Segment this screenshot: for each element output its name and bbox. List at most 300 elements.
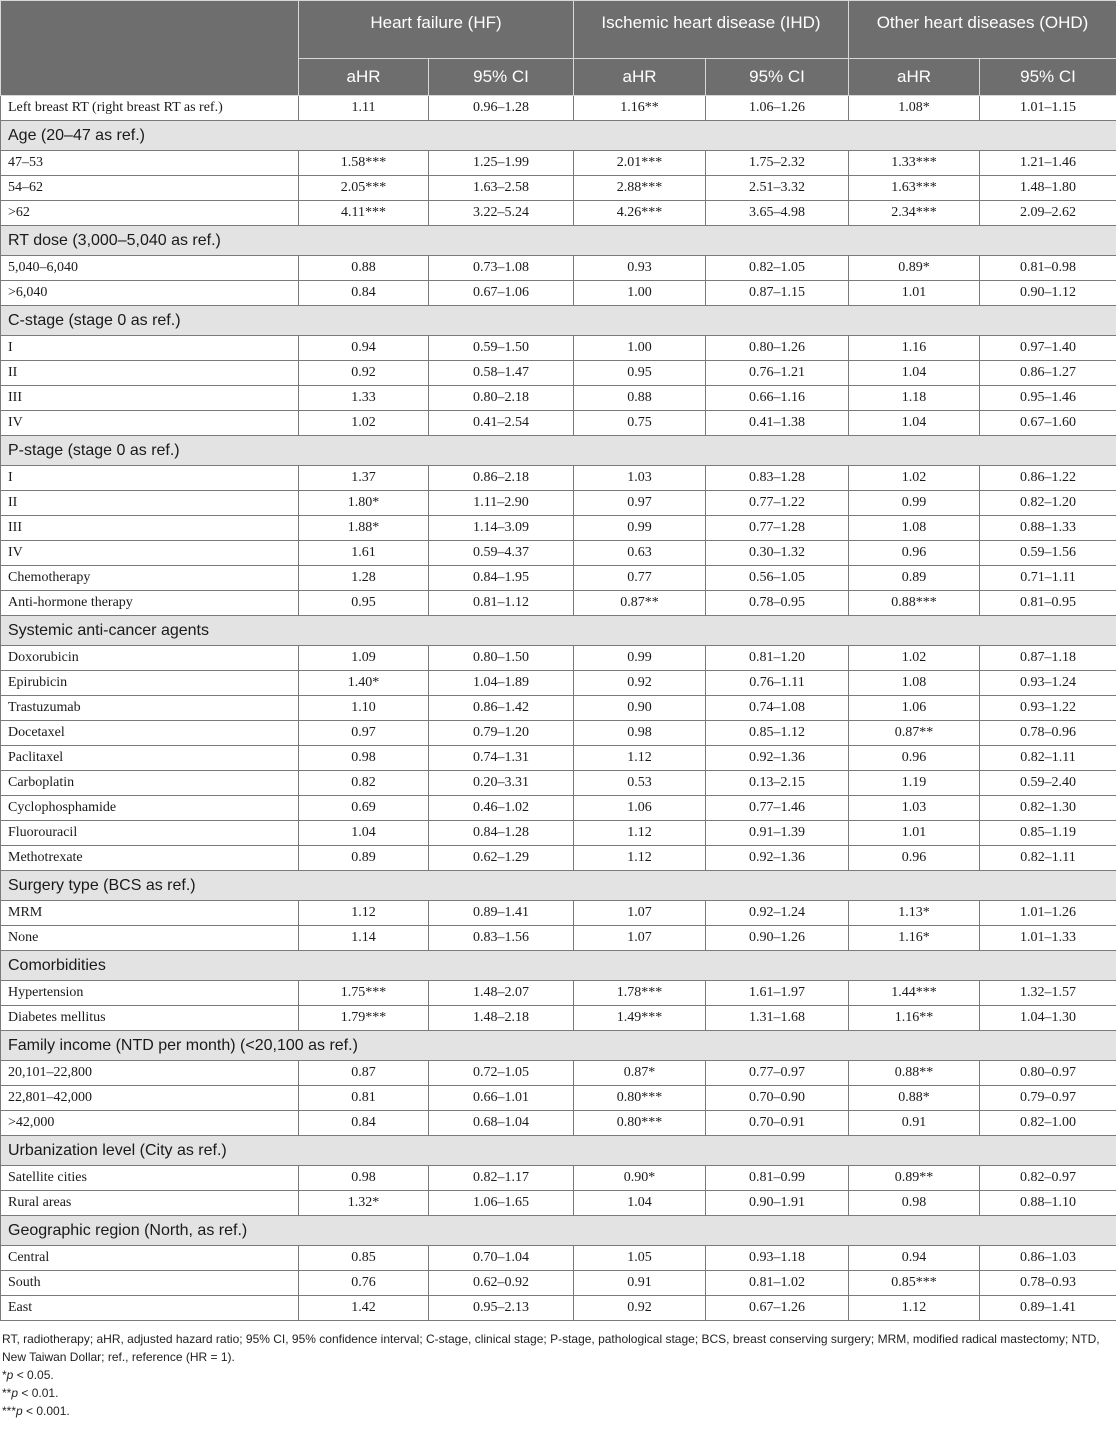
row-label: Doxorubicin <box>1 646 299 671</box>
table-row <box>1 281 1116 306</box>
footnote-significance-2 <box>2 1384 1114 1402</box>
footnote-threshold: < 0.05. <box>13 1368 54 1382</box>
cell-ohd-ci: 0.88–1.10 <box>980 1191 1116 1216</box>
table-row <box>1 746 1116 771</box>
table-row <box>1 1061 1116 1086</box>
section-title: C-stage (stage 0 as ref.) <box>1 306 1116 336</box>
cell-ihd-ci: 0.66–1.16 <box>706 386 849 411</box>
cell-hf-ci: 0.89–1.41 <box>429 901 574 926</box>
cell-hf-ahr: 1.58*** <box>299 151 429 176</box>
cell-ihd-ci: 0.70–0.90 <box>706 1086 849 1111</box>
cell-ihd-ahr: 1.00 <box>574 336 706 361</box>
table-row <box>1 981 1116 1006</box>
cell-hf-ahr: 0.81 <box>299 1086 429 1111</box>
cell-ohd-ci: 1.01–1.15 <box>980 96 1116 121</box>
cell-ihd-ci: 0.82–1.05 <box>706 256 849 281</box>
cell-ihd-ci: 0.91–1.39 <box>706 821 849 846</box>
cell-ihd-ahr: 2.01*** <box>574 151 706 176</box>
row-label: >6,040 <box>1 281 299 306</box>
cell-ohd-ci: 1.01–1.33 <box>980 926 1116 951</box>
cell-ohd-ci: 0.82–1.11 <box>980 746 1116 771</box>
cell-ohd-ci: 0.71–1.11 <box>980 566 1116 591</box>
cell-ihd-ahr: 0.87** <box>574 591 706 616</box>
cell-ihd-ahr: 1.78*** <box>574 981 706 1006</box>
cell-ihd-ci: 0.90–1.26 <box>706 926 849 951</box>
header-ihd-ci: 95% CI <box>706 59 849 96</box>
cell-ohd-ahr: 1.04 <box>849 361 980 386</box>
row-label: South <box>1 1271 299 1296</box>
cell-hf-ci: 0.96–1.28 <box>429 96 574 121</box>
cell-ihd-ci: 2.51–3.32 <box>706 176 849 201</box>
cell-ihd-ahr: 4.26*** <box>574 201 706 226</box>
row-label: Methotrexate <box>1 846 299 871</box>
cell-ohd-ahr: 1.13* <box>849 901 980 926</box>
cell-ihd-ci: 0.81–1.02 <box>706 1271 849 1296</box>
cell-hf-ci: 0.59–4.37 <box>429 541 574 566</box>
cell-ihd-ahr: 0.91 <box>574 1271 706 1296</box>
row-label: I <box>1 466 299 491</box>
row-label: 5,040–6,040 <box>1 256 299 281</box>
cell-ohd-ahr: 1.08* <box>849 96 980 121</box>
cell-ohd-ahr: 1.02 <box>849 646 980 671</box>
cell-ihd-ahr: 1.06 <box>574 796 706 821</box>
cell-ohd-ci: 0.78–0.96 <box>980 721 1116 746</box>
footnote-stars: * <box>2 1368 7 1382</box>
cell-hf-ahr: 0.84 <box>299 1111 429 1136</box>
cell-hf-ahr: 1.04 <box>299 821 429 846</box>
cell-ohd-ci: 0.82–1.11 <box>980 846 1116 871</box>
cell-ohd-ahr: 1.08 <box>849 516 980 541</box>
cell-ihd-ahr: 0.75 <box>574 411 706 436</box>
cell-ohd-ahr: 1.19 <box>849 771 980 796</box>
header-group-ohd: Other heart diseases (OHD) <box>849 1 1116 59</box>
cell-hf-ci: 0.95–2.13 <box>429 1296 574 1321</box>
cell-hf-ci: 0.74–1.31 <box>429 746 574 771</box>
cell-hf-ahr: 1.12 <box>299 901 429 926</box>
cell-ohd-ci: 2.09–2.62 <box>980 201 1116 226</box>
cell-ohd-ahr: 0.96 <box>849 541 980 566</box>
cell-hf-ahr: 1.88* <box>299 516 429 541</box>
cell-ohd-ahr: 2.34*** <box>849 201 980 226</box>
section-title: Systemic anti-cancer agents <box>1 616 1116 646</box>
cell-hf-ahr: 1.09 <box>299 646 429 671</box>
cell-ihd-ci: 0.81–0.99 <box>706 1166 849 1191</box>
cell-hf-ahr: 0.94 <box>299 336 429 361</box>
cell-ihd-ci: 0.77–1.28 <box>706 516 849 541</box>
row-label: IV <box>1 411 299 436</box>
cell-hf-ci: 0.66–1.01 <box>429 1086 574 1111</box>
section-title: P-stage (stage 0 as ref.) <box>1 436 1116 466</box>
table-row <box>1 1246 1116 1271</box>
cell-ihd-ci: 0.92–1.36 <box>706 746 849 771</box>
cell-ihd-ahr: 1.04 <box>574 1191 706 1216</box>
cell-hf-ahr: 1.10 <box>299 696 429 721</box>
footnote-abbreviations: RT, radiotherapy; aHR, adjusted hazard ratio; 95% CI, 95% confidence interval; C-stage, clinical stage; P-stage, pathological stage; BCS, breast conserving surgery; MRM, modified radical mastectomy; NTD, New Taiwan Dollar; ref., reference (HR = 1). <box>2 1332 1100 1364</box>
header-hf-ahr: aHR <box>299 59 429 96</box>
header-hf-ci: 95% CI <box>429 59 574 96</box>
cell-ihd-ahr: 0.92 <box>574 1296 706 1321</box>
table-row <box>1 821 1116 846</box>
cell-ohd-ahr: 1.16 <box>849 336 980 361</box>
cell-hf-ci: 0.58–1.47 <box>429 361 574 386</box>
table-row <box>1 846 1116 871</box>
footnote-significance-3 <box>2 1402 1114 1420</box>
section-title: Family income (NTD per month) (<20,100 as ref.) <box>1 1031 1116 1061</box>
section-title: Comorbidities <box>1 951 1116 981</box>
header-ohd-ci: 95% CI <box>980 59 1116 96</box>
cell-hf-ahr: 1.28 <box>299 566 429 591</box>
cell-ohd-ahr: 1.18 <box>849 386 980 411</box>
cell-ohd-ahr: 1.16** <box>849 1006 980 1031</box>
table-row <box>1 256 1116 281</box>
cell-ihd-ci: 1.61–1.97 <box>706 981 849 1006</box>
cell-ohd-ci: 0.78–0.93 <box>980 1271 1116 1296</box>
cell-ohd-ahr: 0.88* <box>849 1086 980 1111</box>
cell-hf-ci: 1.04–1.89 <box>429 671 574 696</box>
cell-ohd-ci: 0.86–1.22 <box>980 466 1116 491</box>
row-label: >62 <box>1 201 299 226</box>
table-row <box>1 796 1116 821</box>
cell-ihd-ahr: 1.12 <box>574 746 706 771</box>
cell-ohd-ahr: 1.33*** <box>849 151 980 176</box>
cell-hf-ci: 0.62–1.29 <box>429 846 574 871</box>
table-row <box>1 721 1116 746</box>
cell-ohd-ahr: 0.91 <box>849 1111 980 1136</box>
row-label: None <box>1 926 299 951</box>
section-header-row <box>1 871 1116 901</box>
cell-ohd-ahr: 1.16* <box>849 926 980 951</box>
row-label: Rural areas <box>1 1191 299 1216</box>
cell-hf-ci: 0.59–1.50 <box>429 336 574 361</box>
cell-ihd-ci: 0.78–0.95 <box>706 591 849 616</box>
cell-ihd-ci: 1.31–1.68 <box>706 1006 849 1031</box>
cell-ohd-ci: 0.85–1.19 <box>980 821 1116 846</box>
cell-ohd-ahr: 1.04 <box>849 411 980 436</box>
cell-hf-ci: 0.73–1.08 <box>429 256 574 281</box>
cell-ihd-ahr: 0.87* <box>574 1061 706 1086</box>
table-row <box>1 1006 1116 1031</box>
cell-ihd-ahr: 0.53 <box>574 771 706 796</box>
cell-hf-ahr: 0.76 <box>299 1271 429 1296</box>
section-header-row <box>1 306 1116 336</box>
section-header-row <box>1 1216 1116 1246</box>
cell-ihd-ahr: 0.63 <box>574 541 706 566</box>
cell-hf-ci: 0.68–1.04 <box>429 1111 574 1136</box>
cell-ohd-ci: 0.93–1.22 <box>980 696 1116 721</box>
cell-hf-ahr: 1.02 <box>299 411 429 436</box>
cell-ihd-ahr: 0.80*** <box>574 1086 706 1111</box>
cell-ihd-ahr: 0.92 <box>574 671 706 696</box>
cell-hf-ahr: 0.92 <box>299 361 429 386</box>
cell-ohd-ahr: 1.02 <box>849 466 980 491</box>
cell-hf-ci: 0.46–1.02 <box>429 796 574 821</box>
cell-ohd-ci: 1.48–1.80 <box>980 176 1116 201</box>
cell-ohd-ahr: 1.63*** <box>849 176 980 201</box>
cell-ihd-ahr: 1.00 <box>574 281 706 306</box>
table-row <box>1 646 1116 671</box>
cell-ihd-ci: 0.76–1.21 <box>706 361 849 386</box>
header-ihd-ahr: aHR <box>574 59 706 96</box>
cell-hf-ci: 0.79–1.20 <box>429 721 574 746</box>
footnote-threshold: < 0.01. <box>18 1386 59 1400</box>
row-label: Epirubicin <box>1 671 299 696</box>
cell-ihd-ci: 0.85–1.12 <box>706 721 849 746</box>
cell-ohd-ci: 0.80–0.97 <box>980 1061 1116 1086</box>
cell-hf-ci: 1.11–2.90 <box>429 491 574 516</box>
cell-ihd-ahr: 2.88*** <box>574 176 706 201</box>
footnote-threshold: < 0.001. <box>22 1404 70 1418</box>
cell-hf-ci: 0.80–1.50 <box>429 646 574 671</box>
section-title: Age (20–47 as ref.) <box>1 121 1116 151</box>
row-label: Docetaxel <box>1 721 299 746</box>
cell-ihd-ci: 0.13–2.15 <box>706 771 849 796</box>
cell-hf-ahr: 1.79*** <box>299 1006 429 1031</box>
cell-hf-ahr: 0.97 <box>299 721 429 746</box>
cell-ihd-ci: 0.81–1.20 <box>706 646 849 671</box>
cell-ohd-ci: 0.86–1.27 <box>980 361 1116 386</box>
cell-ihd-ahr: 1.16** <box>574 96 706 121</box>
table-row <box>1 386 1116 411</box>
row-label: Anti-hormone therapy <box>1 591 299 616</box>
cell-ihd-ci: 0.67–1.26 <box>706 1296 849 1321</box>
cell-ohd-ci: 0.82–1.30 <box>980 796 1116 821</box>
row-label: II <box>1 491 299 516</box>
cell-hf-ci: 0.86–1.42 <box>429 696 574 721</box>
header-group-ihd: Ischemic heart disease (IHD) <box>574 1 849 59</box>
table-row <box>1 926 1116 951</box>
cell-ihd-ci: 0.77–1.46 <box>706 796 849 821</box>
cell-ohd-ahr: 0.88*** <box>849 591 980 616</box>
cell-ohd-ci: 0.79–0.97 <box>980 1086 1116 1111</box>
footnote-p: p <box>11 1386 19 1400</box>
cell-hf-ci: 0.82–1.17 <box>429 1166 574 1191</box>
section-title: RT dose (3,000–5,040 as ref.) <box>1 226 1116 256</box>
cell-hf-ahr: 1.40* <box>299 671 429 696</box>
row-label: Left breast RT (right breast RT as ref.) <box>1 96 299 121</box>
cell-hf-ahr: 0.98 <box>299 746 429 771</box>
cell-ohd-ahr: 0.89 <box>849 566 980 591</box>
table-row <box>1 1191 1116 1216</box>
cell-ohd-ci: 0.82–1.00 <box>980 1111 1116 1136</box>
cell-ihd-ahr: 0.99 <box>574 646 706 671</box>
cell-hf-ci: 0.41–2.54 <box>429 411 574 436</box>
cell-ihd-ci: 1.06–1.26 <box>706 96 849 121</box>
row-label: >42,000 <box>1 1111 299 1136</box>
footnote-stars: *** <box>2 1404 17 1418</box>
cell-hf-ahr: 1.32* <box>299 1191 429 1216</box>
section-title: Geographic region (North, as ref.) <box>1 1216 1116 1246</box>
row-label: II <box>1 361 299 386</box>
cell-hf-ci: 1.48–2.18 <box>429 1006 574 1031</box>
cell-hf-ahr: 1.61 <box>299 541 429 566</box>
cell-hf-ahr: 0.89 <box>299 846 429 871</box>
row-label: Fluorouracil <box>1 821 299 846</box>
cell-ohd-ahr: 0.89** <box>849 1166 980 1191</box>
cell-ohd-ci: 1.01–1.26 <box>980 901 1116 926</box>
cell-hf-ahr: 0.82 <box>299 771 429 796</box>
cell-hf-ahr: 1.11 <box>299 96 429 121</box>
cell-ohd-ci: 0.90–1.12 <box>980 281 1116 306</box>
cell-ohd-ci: 0.97–1.40 <box>980 336 1116 361</box>
cell-ihd-ci: 0.74–1.08 <box>706 696 849 721</box>
cell-ihd-ahr: 0.77 <box>574 566 706 591</box>
cell-ihd-ahr: 1.12 <box>574 821 706 846</box>
cell-ihd-ahr: 0.80*** <box>574 1111 706 1136</box>
cell-ihd-ahr: 1.07 <box>574 901 706 926</box>
row-label: Carboplatin <box>1 771 299 796</box>
section-header-row <box>1 121 1116 151</box>
cell-hf-ci: 0.86–2.18 <box>429 466 574 491</box>
cell-ihd-ahr: 1.03 <box>574 466 706 491</box>
cell-hf-ahr: 1.42 <box>299 1296 429 1321</box>
cell-ohd-ci: 0.59–2.40 <box>980 771 1116 796</box>
cell-ohd-ahr: 1.01 <box>849 281 980 306</box>
table-row <box>1 361 1116 386</box>
cell-hf-ahr: 4.11*** <box>299 201 429 226</box>
cell-ihd-ci: 3.65–4.98 <box>706 201 849 226</box>
cell-ihd-ci: 1.75–2.32 <box>706 151 849 176</box>
table-row <box>1 336 1116 361</box>
cell-ohd-ahr: 0.94 <box>849 1246 980 1271</box>
cell-hf-ahr: 2.05*** <box>299 176 429 201</box>
table-header <box>1 1 1116 96</box>
row-label: Diabetes mellitus <box>1 1006 299 1031</box>
cell-ohd-ahr: 1.06 <box>849 696 980 721</box>
cell-ohd-ahr: 0.99 <box>849 491 980 516</box>
cell-ohd-ahr: 1.08 <box>849 671 980 696</box>
cell-hf-ci: 0.83–1.56 <box>429 926 574 951</box>
cell-ohd-ahr: 1.12 <box>849 1296 980 1321</box>
table-row <box>1 696 1116 721</box>
row-label: III <box>1 386 299 411</box>
cell-hf-ci: 1.14–3.09 <box>429 516 574 541</box>
cell-hf-ahr: 1.37 <box>299 466 429 491</box>
cell-ohd-ci: 0.59–1.56 <box>980 541 1116 566</box>
table-row <box>1 1166 1116 1191</box>
cell-hf-ahr: 1.80* <box>299 491 429 516</box>
footnote-stars: ** <box>2 1386 12 1400</box>
cell-ihd-ci: 0.56–1.05 <box>706 566 849 591</box>
row-label: 22,801–42,000 <box>1 1086 299 1111</box>
cell-hf-ahr: 0.95 <box>299 591 429 616</box>
section-title: Urbanization level (City as ref.) <box>1 1136 1116 1166</box>
table-row <box>1 1111 1116 1136</box>
cell-ohd-ahr: 1.03 <box>849 796 980 821</box>
header-blank-cell <box>1 1 299 96</box>
cell-ihd-ci: 0.87–1.15 <box>706 281 849 306</box>
cell-ohd-ci: 0.88–1.33 <box>980 516 1116 541</box>
cell-ohd-ahr: 0.96 <box>849 846 980 871</box>
cell-ohd-ci: 1.21–1.46 <box>980 151 1116 176</box>
row-label: MRM <box>1 901 299 926</box>
row-label: Hypertension <box>1 981 299 1006</box>
cell-hf-ci: 0.80–2.18 <box>429 386 574 411</box>
table-row <box>1 566 1116 591</box>
footnote-p: p <box>16 1404 23 1418</box>
table-row <box>1 201 1116 226</box>
table-row <box>1 411 1116 436</box>
cell-hf-ci: 0.72–1.05 <box>429 1061 574 1086</box>
cell-ohd-ci: 0.86–1.03 <box>980 1246 1116 1271</box>
table-row <box>1 1296 1116 1321</box>
row-label: Chemotherapy <box>1 566 299 591</box>
section-header-row <box>1 436 1116 466</box>
cell-hf-ci: 3.22–5.24 <box>429 201 574 226</box>
cell-ihd-ci: 0.30–1.32 <box>706 541 849 566</box>
cell-ohd-ahr: 0.87** <box>849 721 980 746</box>
cell-hf-ahr: 0.88 <box>299 256 429 281</box>
cell-hf-ci: 1.25–1.99 <box>429 151 574 176</box>
cell-ihd-ci: 0.83–1.28 <box>706 466 849 491</box>
table-row <box>1 466 1116 491</box>
table-row <box>1 176 1116 201</box>
cell-ihd-ahr: 0.97 <box>574 491 706 516</box>
table-footnotes <box>0 1321 1116 1420</box>
cell-hf-ahr: 0.69 <box>299 796 429 821</box>
table-row <box>1 1086 1116 1111</box>
cell-ihd-ci: 0.90–1.91 <box>706 1191 849 1216</box>
row-label: Paclitaxel <box>1 746 299 771</box>
table-row <box>1 1271 1116 1296</box>
cell-ihd-ahr: 1.05 <box>574 1246 706 1271</box>
cell-hf-ahr: 0.98 <box>299 1166 429 1191</box>
cell-hf-ci: 0.70–1.04 <box>429 1246 574 1271</box>
cell-ihd-ci: 0.92–1.24 <box>706 901 849 926</box>
cell-hf-ci: 0.84–1.28 <box>429 821 574 846</box>
cell-ihd-ahr: 0.95 <box>574 361 706 386</box>
cell-ihd-ahr: 0.99 <box>574 516 706 541</box>
cell-ohd-ci: 0.87–1.18 <box>980 646 1116 671</box>
table-row <box>1 591 1116 616</box>
row-label: IV <box>1 541 299 566</box>
cell-ohd-ahr: 0.89* <box>849 256 980 281</box>
cell-ohd-ci: 0.89–1.41 <box>980 1296 1116 1321</box>
section-header-row <box>1 226 1116 256</box>
row-label: I <box>1 336 299 361</box>
section-header-row <box>1 616 1116 646</box>
cell-ihd-ahr: 1.12 <box>574 846 706 871</box>
cell-hf-ahr: 0.85 <box>299 1246 429 1271</box>
cell-hf-ahr: 1.14 <box>299 926 429 951</box>
section-header-row <box>1 1031 1116 1061</box>
cell-ihd-ci: 0.41–1.38 <box>706 411 849 436</box>
table-row <box>1 771 1116 796</box>
cell-ihd-ahr: 0.98 <box>574 721 706 746</box>
cell-ihd-ci: 0.70–0.91 <box>706 1111 849 1136</box>
row-label: 47–53 <box>1 151 299 176</box>
table-row <box>1 96 1116 121</box>
cell-ihd-ci: 0.77–1.22 <box>706 491 849 516</box>
table-row <box>1 516 1116 541</box>
cell-ohd-ci: 0.81–0.95 <box>980 591 1116 616</box>
row-label: Trastuzumab <box>1 696 299 721</box>
cell-hf-ci: 0.62–0.92 <box>429 1271 574 1296</box>
table-row <box>1 491 1116 516</box>
cell-hf-ci: 0.20–3.31 <box>429 771 574 796</box>
cell-ihd-ahr: 1.07 <box>574 926 706 951</box>
cell-ohd-ahr: 0.88** <box>849 1061 980 1086</box>
cell-ihd-ci: 0.76–1.11 <box>706 671 849 696</box>
footnote-p: p <box>6 1368 14 1382</box>
cell-ihd-ahr: 0.90* <box>574 1166 706 1191</box>
cell-ohd-ci: 0.95–1.46 <box>980 386 1116 411</box>
row-label: Cyclophosphamide <box>1 796 299 821</box>
row-label: East <box>1 1296 299 1321</box>
section-header-row <box>1 951 1116 981</box>
cell-hf-ahr: 1.33 <box>299 386 429 411</box>
cell-ohd-ahr: 0.85*** <box>849 1271 980 1296</box>
table-body <box>1 96 1116 1321</box>
